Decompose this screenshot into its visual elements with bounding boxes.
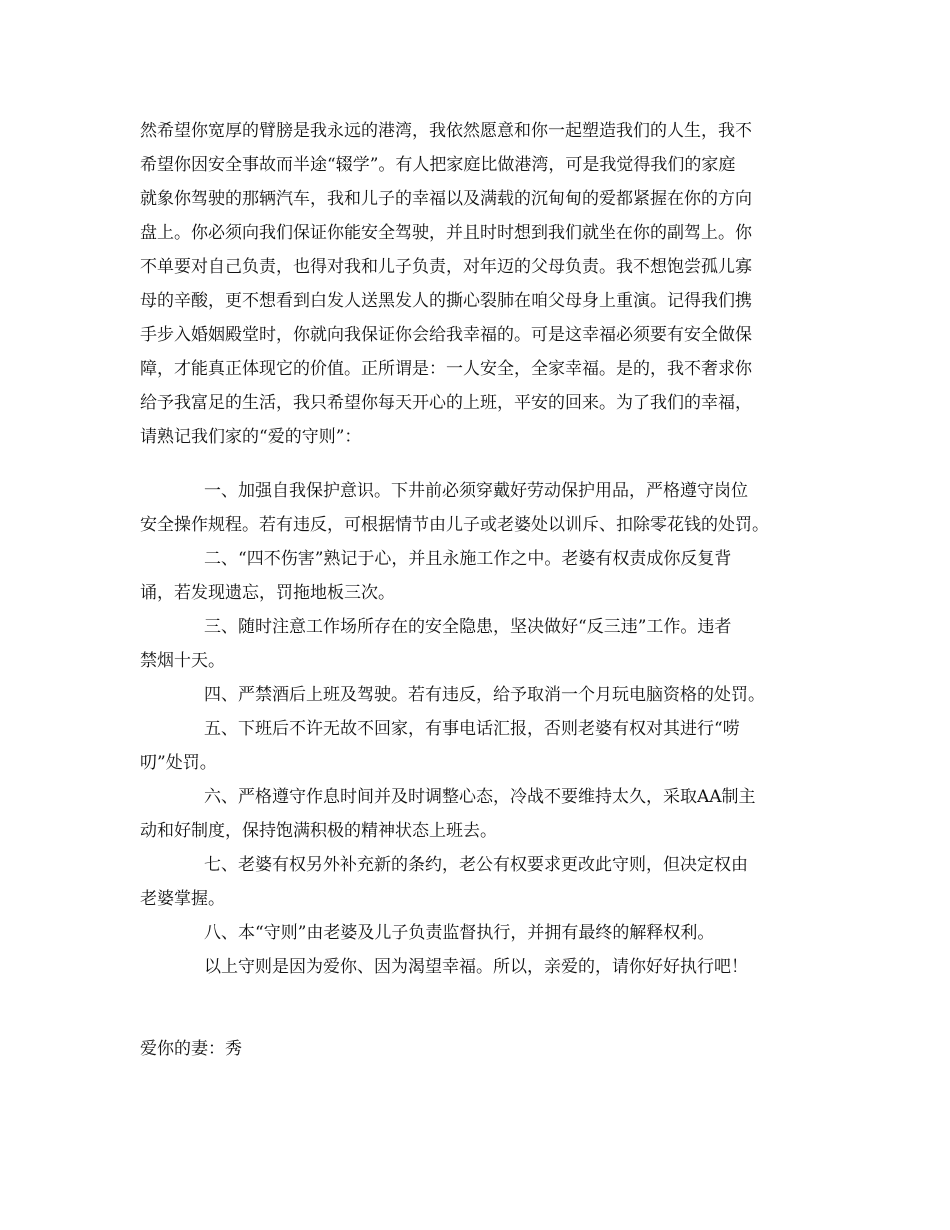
closing-line: 以上守则是因为爱你、因为渴望幸福。所以，亲爱的，请你好好执行吧！	[204, 957, 748, 977]
rule-line: 老婆掌握。	[140, 889, 225, 909]
text-line: 母的辛酸，更不想看到白发人送黑发人的撕心裂肺在咱父母身上重演。记得我们携	[140, 291, 752, 311]
rules-list	[140, 474, 820, 984]
rule-line: 诵，若发现遗忘，罚拖地板三次。	[140, 583, 395, 603]
text-line: 请熟记我们家的“爱的守则”：	[140, 427, 362, 447]
text-line: 障，才能真正体现它的价值。正所谓是：一人安全，全家幸福。是的，我不奢求你	[140, 359, 752, 379]
text-line: 希望你因安全事故而半途“辍学”。有人把家庭比做港湾，可是我觉得我们的家庭	[140, 155, 736, 175]
intro-paragraph	[140, 114, 820, 454]
text-line: 手步入婚姻殿堂时，你就向我保证你会给我幸福的。可是这幸福必须要有安全做保	[140, 325, 752, 345]
rule-line: 二、“四不伤害”熟记于心，并且永施工作之中。老婆有权责成你反复背	[204, 549, 732, 569]
rule-line: 禁烟十天。	[140, 651, 225, 671]
rule-line: 八、本“守则”由老婆及儿子负责监督执行，并拥有最终的解释权利。	[204, 923, 715, 943]
text-line: 给予我富足的生活，我只希望你每天开心的上班，平安的回来。为了我们的幸福，	[140, 393, 752, 413]
rule-line: 安全操作规程。若有违反，可根据情节由儿子或老婆处以训斥、扣除零花钱的处罚。	[140, 515, 769, 535]
text-line: 然希望你宽厚的臂膀是我永远的港湾，我依然愿意和你一起塑造我们的人生，我不	[140, 121, 752, 141]
text-line: 盘上。你必须向我们保证你能安全驾驶，并且时时想到我们就坐在你的副驾上。你	[140, 223, 752, 243]
signature-block	[140, 1032, 820, 1066]
text-line: 就象你驾驶的那辆汽车，我和儿子的幸福以及满载的沉甸甸的爱都紧握在你的方向	[140, 189, 752, 209]
rule-line: 叨”处罚。	[140, 753, 217, 773]
rule-line: 六、严格遵守作息时间并及时调整心态，冷战不要维持太久，采取AA制主	[204, 787, 756, 807]
rule-line: 动和好制度，保持饱满积极的精神状态上班去。	[140, 821, 497, 841]
rule-line: 一、加强自我保护意识。下井前必须穿戴好劳动保护用品，严格遵守岗位	[204, 481, 748, 501]
rule-line: 七、老婆有权另外补充新的条约，老公有权要求更改此守则，但决定权由	[204, 855, 748, 875]
rule-line: 四、严禁酒后上班及驾驶。若有违反，给予取消一个月玩电脑资格的处罚。	[204, 685, 765, 705]
signature-line: 爱你的妻：秀	[140, 1039, 242, 1059]
rule-line: 三、随时注意工作场所存在的安全隐患，坚决做好“反三违”工作。违者	[204, 617, 732, 637]
rule-line: 五、下班后不许无故不回家，有事电话汇报，否则老婆有权对其进行“唠	[204, 719, 740, 739]
text-line: 不单要对自己负责，也得对我和儿子负责，对年迈的父母负责。我不想饱尝孤儿寡	[140, 257, 752, 277]
